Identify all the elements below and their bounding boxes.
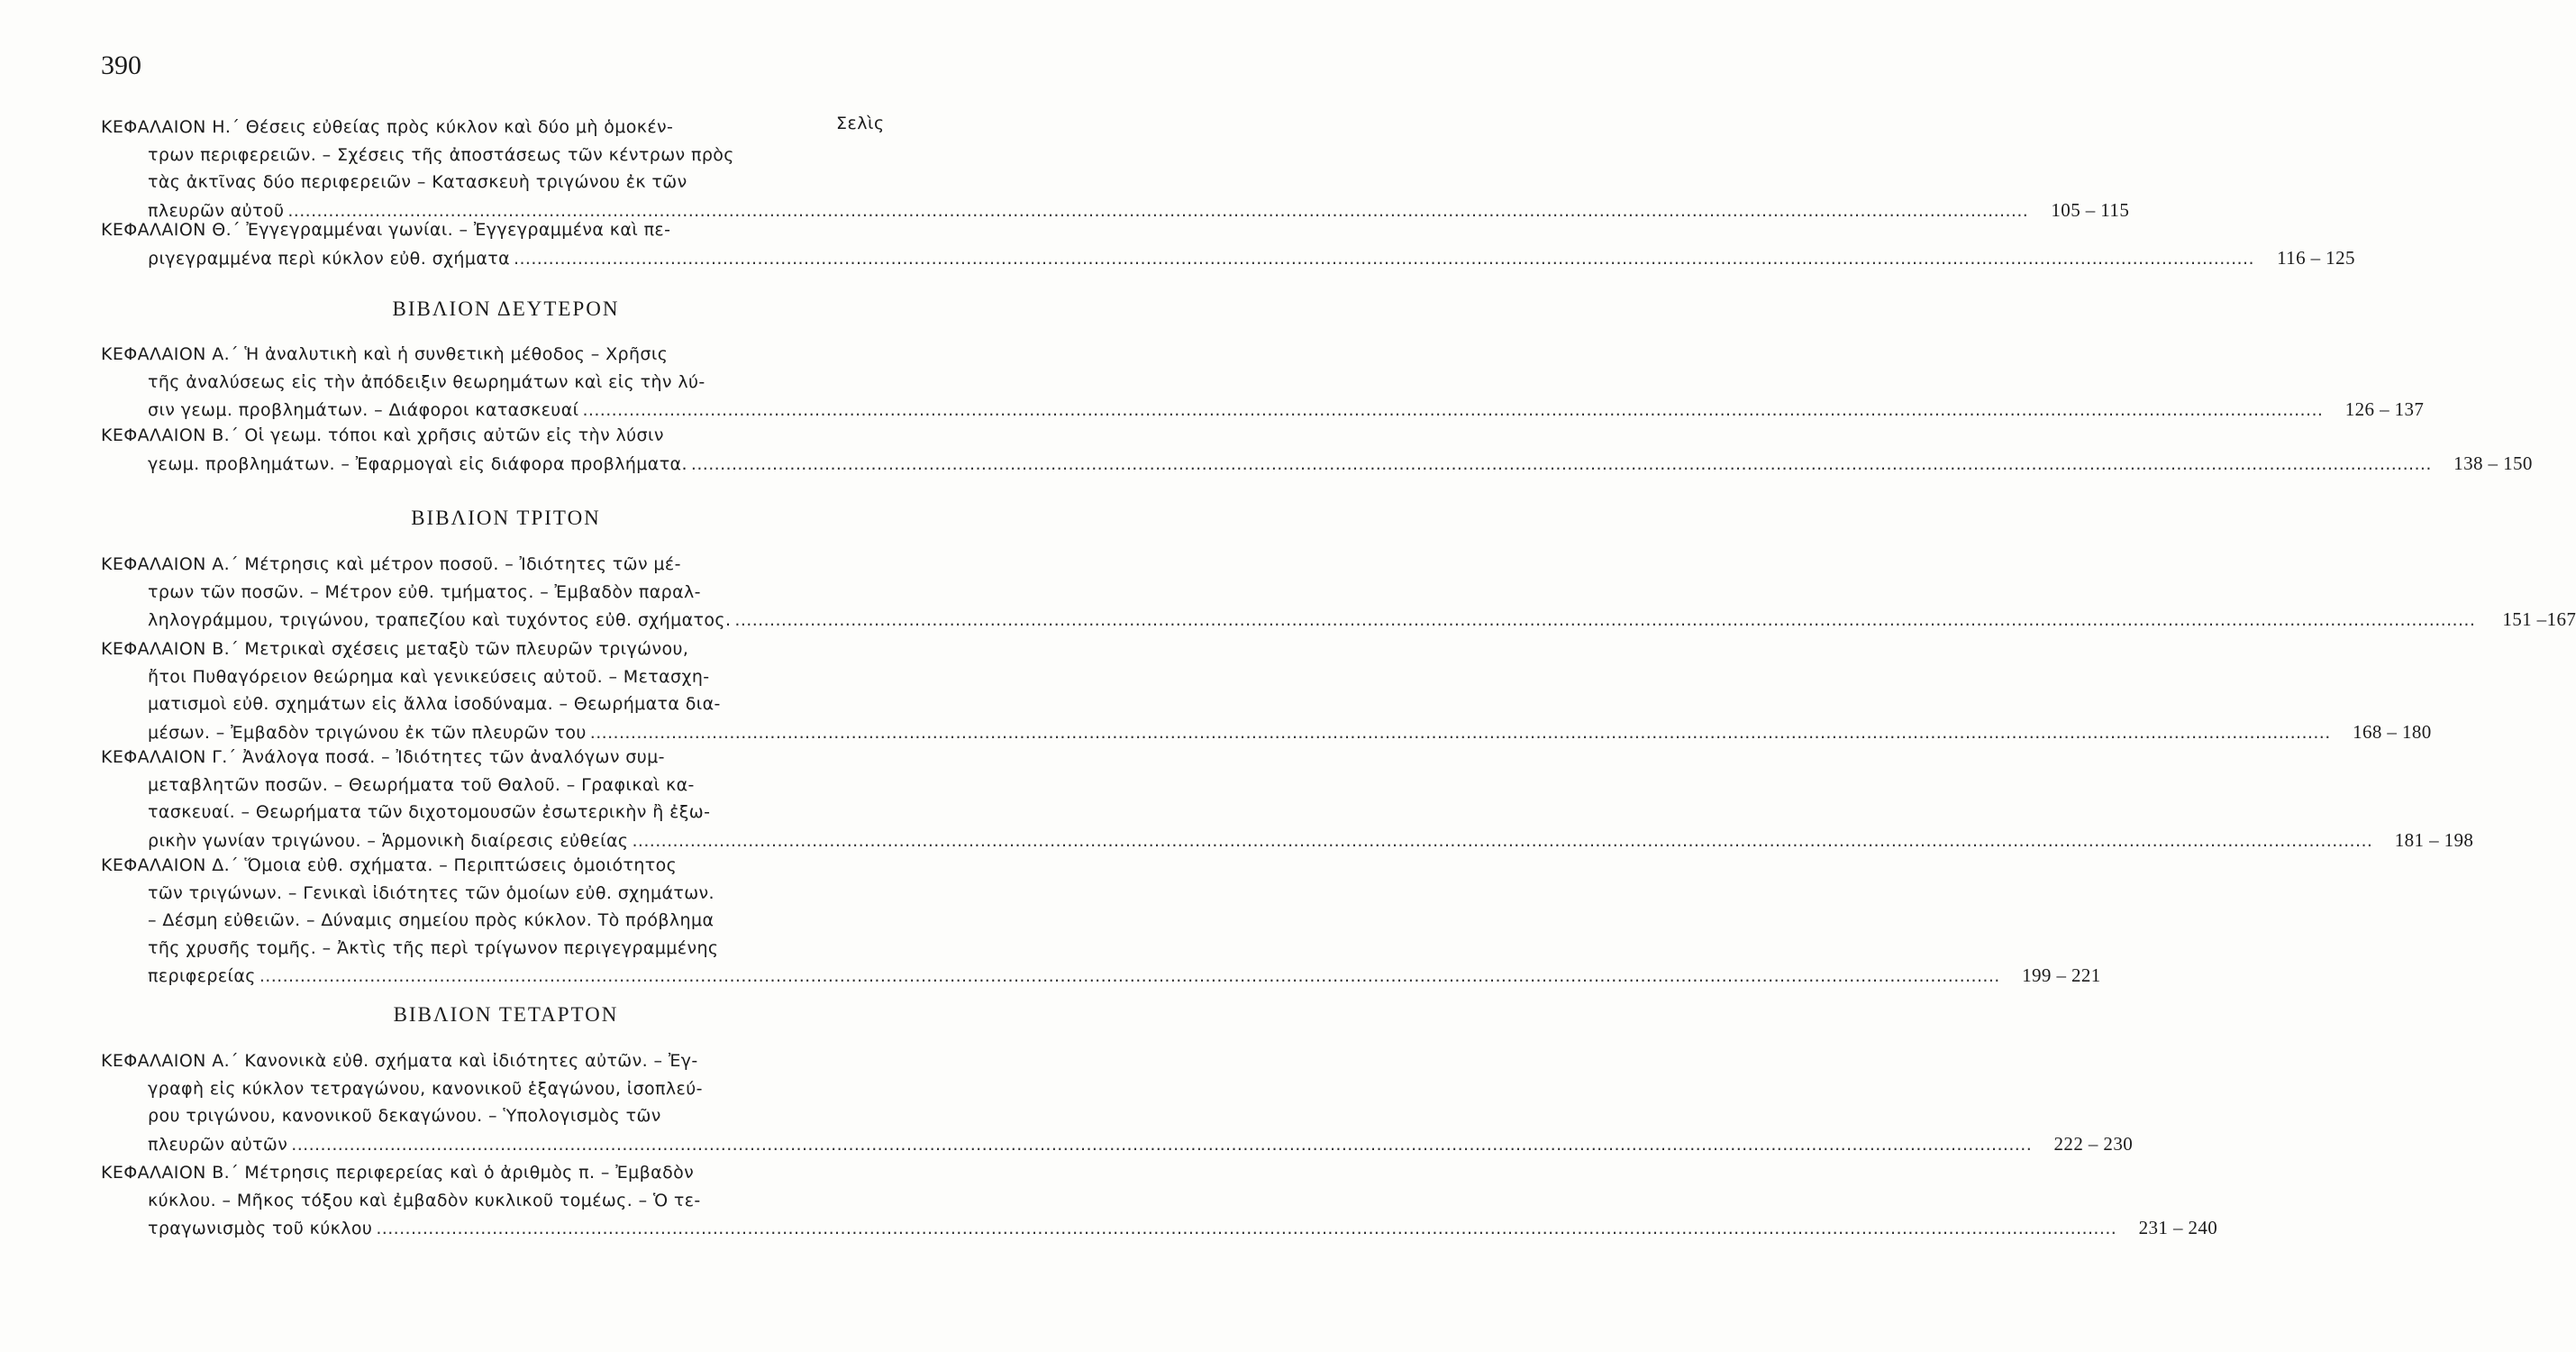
toc-entry-line (101, 450, 2533, 478)
toc-entry-line (101, 1214, 2218, 1242)
toc-entry-line: τὰς ἀκτῖνας δύο περιφερειῶν – Κατασκευὴ τριγώνου ἐκ τῶν (148, 172, 687, 192)
page-range: 126 – 137 (2344, 398, 2425, 420)
dot-leader: ............................................................................................................................................................................................................................................................................................................ (514, 248, 2254, 269)
page-number: 390 (101, 50, 141, 80)
toc-entry-line: τῆς χρυσῆς τομῆς. – Ἀκτὶς τῆς περὶ τρίγωνον περιγεγραμμένης (148, 937, 719, 958)
page-range: 105 – 115 (2051, 198, 2130, 221)
toc-entry (101, 852, 2101, 990)
page-range: 231 – 240 (2138, 1217, 2218, 1238)
toc-entry-text: ριγεγραμμένα περὶ κύκλον εὐθ. σχήματα (148, 248, 511, 269)
toc-entry-line: ΚΕΦΑΛΑΙΟΝ Θ.΄ Ἐγγεγραμμέναι γωνίαι. – Ἐγγεγραμμένα καὶ πε- (101, 220, 671, 240)
toc-entry-line: ΚΕΦΑΛΑΙΟΝ Η.΄ Θέσεις εὐθείας πρὸς κύκλον καὶ δύο μὴ ὁμοκέν- (101, 117, 674, 137)
toc-entry-line: ΚΕΦΑΛΑΙΟΝ Α.΄ Κανονικὰ εὐθ. σχήματα καὶ ἰδιότητες αὐτῶν. – Ἐγ- (101, 1051, 698, 1071)
toc-entry-line: ΚΕΦΑΛΑΙΟΝ Α.΄ Ἡ ἀναλυτικὴ καὶ ἡ συνθετικὴ μέθοδος – Χρῆσις (101, 344, 669, 364)
page-range: 168 – 180 (2353, 720, 2432, 743)
page-range: 151 –167 (2502, 608, 2576, 630)
book-heading: ΒΙΒΛΙΟΝ ΔΕΥΤΕΡΟΝ (392, 297, 620, 320)
toc-entry-line: ΚΕΦΑΛΑΙΟΝ Γ.΄ Ἀνάλογα ποσά. – Ἰδιότητες τῶν ἀναλόγων συμ- (101, 747, 665, 767)
toc-entry-line (101, 244, 2355, 272)
toc-entry-line: – Δέσμη εὐθειῶν. – Δύναμις σημείου πρὸς κύκλον. Τὸ πρόβλημα (148, 910, 715, 930)
toc-entry (101, 216, 2355, 271)
toc-entry (101, 744, 2474, 854)
toc-entry-line (101, 606, 2576, 634)
toc-entry-line: τρων περιφερειῶν. – Σχέσεις τῆς ἀποστάσεως τῶν κέντρων πρὸς (148, 144, 734, 165)
dot-leader: ............................................................................................................................................................................................................................................................................................................ (690, 453, 2432, 474)
page-range: 222 – 230 (2053, 1132, 2134, 1155)
page-range: 199 – 221 (2022, 964, 2101, 986)
dot-leader: ............................................................................................................................................................................................................................................................................................................ (734, 610, 2476, 630)
toc-entry-text: ληλογράμμου, τριγώνου, τραπεζίου καὶ τυχόντος εὐθ. σχήματος. (148, 610, 732, 630)
toc-entry-line: τῶν τριγώνων. – Γενικαὶ ἰδιότητες τῶν ὁμοίων εὐθ. σχημάτων. (148, 882, 715, 903)
toc-entry-line: ματισμοὶ εὐθ. σχημάτων εἰς ἄλλα ἰσοδύναμα. – Θεωρήματα δια- (148, 694, 721, 714)
toc-entry-line: μεταβλητῶν ποσῶν. – Θεωρήματα τοῦ Θαλοῦ. – Γραφικαὶ κα- (148, 774, 695, 795)
dot-leader: ............................................................................................................................................................................................................................................................................................................ (259, 966, 2000, 986)
toc-entry-line (101, 396, 2425, 424)
toc-entry-line: ΚΕΦΑΛΑΙΟΝ Β.΄ Μετρικαὶ σχέσεις μεταξὺ τῶν πλευρῶν τριγώνου, (101, 639, 689, 659)
toc-entry (101, 1047, 2134, 1157)
toc-entry-line: ΚΕΦΑΛΑΙΟΝ Β.΄ Μέτρησις περιφερείας καὶ ὁ ἀριθμὸς π. – Ἐμβαδὸν (101, 1163, 695, 1183)
toc-entry-line: τασκευαί. – Θεωρήματα τῶν διχοτομουσῶν ἐσωτερικὴν ἢ ἐξω- (148, 802, 711, 822)
toc-entry (101, 1159, 2218, 1242)
toc-entry-line: ΚΕΦΑΛΑΙΟΝ Α.΄ Μέτρησις καὶ μέτρον ποσοῦ. – Ἰδιότητες τῶν μέ- (101, 554, 681, 574)
toc-entry-line: τρων τῶν ποσῶν. – Μέτρον εὐθ. τμήματος. – Ἐμβαδὸν παραλ- (148, 581, 701, 602)
toc-entry-line: ΚΕΦΑΛΑΙΟΝ Δ.΄ Ὅμοια εὐθ. σχήματα. – Περιπτώσεις ὁμοιότητος (101, 855, 678, 875)
dot-leader: ............................................................................................................................................................................................................................................................................................................ (589, 722, 2331, 743)
toc-entry-line: τῆς ἀναλύσεως εἰς τὴν ἀπόδειξιν θεωρημάτων καὶ εἰς τὴν λύ- (148, 371, 705, 392)
toc-entry-line: ἤτοι Πυθαγόρειον θεώρημα καὶ γενικεύσεις αὐτοῦ. – Μετασχη- (148, 666, 710, 687)
page-range: 181 – 198 (2394, 828, 2474, 851)
dot-leader: ............................................................................................................................................................................................................................................................................................................ (632, 830, 2373, 851)
toc-entry-line: ΚΕΦΑΛΑΙΟΝ Β.΄ Οἱ γεωμ. τόποι καὶ χρῆσις αὐτῶν εἰς τὴν λύσιν (101, 425, 664, 445)
toc-entry-text: πλευρῶν αὐτῶν (148, 1134, 288, 1155)
toc-entry-line (101, 1130, 2134, 1158)
book-heading: ΒΙΒΛΙΟΝ ΤΡΙΤΟΝ (411, 507, 601, 529)
dot-leader: ............................................................................................................................................................................................................................................................................................................ (287, 200, 2029, 221)
toc-entry-text: γεωμ. προβλημάτων. – Ἐφαρμογαὶ εἰς διάφορα προβλήματα. (148, 453, 687, 474)
page-range: 116 – 125 (2277, 246, 2355, 269)
toc-entry-line (101, 827, 2474, 854)
toc-entry (101, 551, 2576, 634)
toc-entry (101, 341, 2425, 424)
dot-leader: ............................................................................................................................................................................................................................................................................................................ (376, 1219, 2117, 1238)
toc-entry-text: σιν γεωμ. προβλημάτων. – Διάφοροι κατασκευαί (148, 400, 579, 420)
toc-entry (101, 114, 2130, 224)
toc-entry-line: γραφὴ εἰς κύκλον τετραγώνου, κανονικοῦ ἑξαγώνου, ἰσοπλεύ- (148, 1078, 703, 1099)
page-range: 138 – 150 (2453, 452, 2533, 474)
toc-entry-text: περιφερείας (148, 966, 256, 986)
toc-entry-text: μέσων. – Ἐμβαδὸν τριγώνου ἐκ τῶν πλευρῶν του (148, 722, 587, 743)
toc-entry-line: κύκλου. – Μῆκος τόξου καὶ ἐμβαδὸν κυκλικοῦ τομέως. – Ὁ τε- (148, 1190, 701, 1210)
dot-leader: ............................................................................................................................................................................................................................................................................................................ (291, 1134, 2033, 1155)
page-column-label: Σελὶς (836, 114, 885, 133)
toc-entry (101, 422, 2533, 477)
book-heading: ΒΙΒΛΙΟΝ ΤΕΤΑΡΤΟΝ (393, 1003, 619, 1026)
toc-entry-text: πλευρῶν αὐτοῦ (148, 200, 285, 221)
toc-entry-text: τραγωνισμὸς τοῦ κύκλου (148, 1219, 373, 1238)
toc-entry-line (101, 718, 2432, 746)
toc-entry (101, 635, 2432, 745)
toc-entry-text: ρικὴν γωνίαν τριγώνου. – Ἁρμονικὴ διαίρεσις εὐθείας (148, 830, 629, 851)
dot-leader: ............................................................................................................................................................................................................................................................................................................ (582, 400, 2324, 420)
toc-entry-line (101, 962, 2101, 990)
toc-entry-line: ρου τριγώνου, κανονικοῦ δεκαγώνου. – Ὑπολογισμὸς τῶν (148, 1106, 661, 1126)
